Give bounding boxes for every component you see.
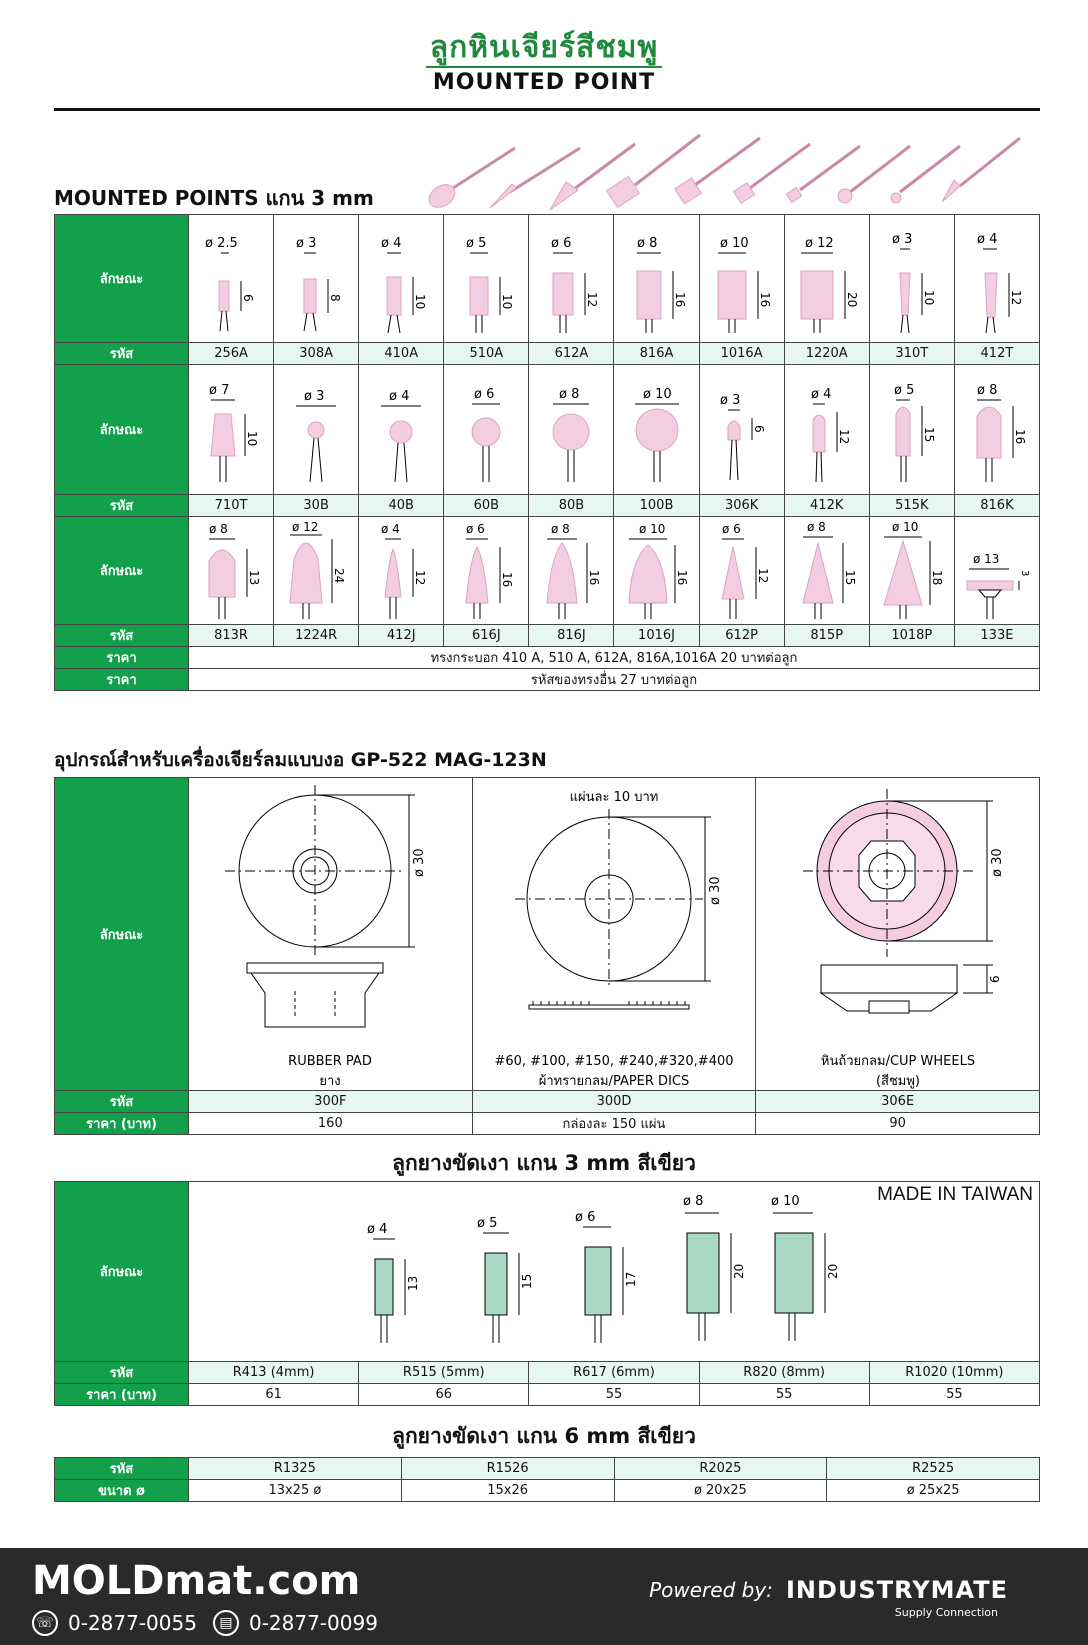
shape-cylinder-drawing	[787, 219, 867, 339]
row-label-shape: ลักษณะ	[55, 215, 189, 343]
shape-cell	[444, 215, 529, 343]
rubber-6mm-table	[54, 1457, 1040, 1502]
price-cell: 66	[359, 1384, 529, 1406]
dim-label: ø 30	[707, 876, 723, 905]
partner-logo-text[interactable]: INDUSTRYMATE	[786, 1576, 1008, 1604]
dim-label: ø 4	[381, 235, 402, 251]
code-cell: R2525	[827, 1458, 1040, 1480]
fax-icon: ▤	[213, 1610, 239, 1636]
row-label-price: ราคา (บาท)	[55, 1384, 189, 1406]
shape-tapered-drawing	[872, 219, 952, 339]
dim-label: ø 3	[719, 392, 740, 408]
dim-label: ø 8	[636, 235, 657, 251]
shape-cell	[359, 517, 444, 625]
row-label-code: รหัส	[55, 625, 189, 647]
shape-cell	[189, 517, 274, 625]
shape-cell	[699, 517, 784, 625]
shape-ball-drawing	[446, 370, 526, 490]
shape-cone-drawing	[446, 519, 526, 623]
row-label-size: ขนาด ø	[55, 1480, 189, 1502]
shape-cell	[954, 365, 1039, 495]
code-cell: 815P	[784, 625, 869, 647]
height-label: 13	[406, 1275, 420, 1291]
row-label-code: รหัส	[55, 1091, 189, 1113]
rubber-point-8mm	[683, 1194, 746, 1341]
mounted-points-photo	[420, 130, 1040, 220]
shape-pointed-cone-drawing	[872, 519, 952, 623]
shape-cell	[699, 365, 784, 495]
shape-cell	[699, 215, 784, 343]
rubber-point-4mm	[367, 1222, 420, 1343]
shape-cell	[444, 517, 529, 625]
dim-label: ø 8	[806, 519, 826, 534]
row-label-shape: ลักษณะ	[55, 517, 189, 625]
shape-cell	[954, 517, 1039, 625]
fax-number[interactable]: 0-2877-0099	[248, 1611, 378, 1635]
footer-bar	[0, 1548, 1088, 1645]
height-label: 10	[500, 293, 515, 309]
caption-label: หินถ้วยกลม/CUP WHEELS	[820, 1054, 975, 1069]
height-label: 6	[751, 424, 766, 433]
shape-cylinder-drawing	[276, 219, 356, 339]
dim-label: ø 13	[972, 551, 1000, 566]
shape-disc-drawing	[957, 519, 1037, 623]
code-cell: 515K	[869, 495, 954, 517]
code-cell: 1224R	[274, 625, 359, 647]
shape-cone-drawing	[531, 519, 611, 623]
code-cell: 813R	[189, 625, 274, 647]
shape-cell	[784, 215, 869, 343]
shape-cylinder-drawing	[191, 219, 271, 339]
height-label: 8	[328, 293, 343, 302]
code-cell: R617 (6mm)	[529, 1362, 699, 1384]
shape-cell	[869, 517, 954, 625]
code-cell: 816K	[954, 495, 1039, 517]
paper-disc-cell	[472, 778, 756, 1091]
code-cell: 256A	[189, 343, 274, 365]
rubber-3mm-table	[54, 1181, 1040, 1406]
caption-label: #60, #100, #150, #240,#320,#400	[494, 1054, 734, 1069]
dim-label: ø 3	[304, 388, 325, 404]
price-cell: 55	[529, 1384, 699, 1406]
page-title-english: MOUNTED POINT	[432, 70, 656, 95]
dim-label: ø 8	[209, 521, 228, 536]
height-label: 16	[1012, 428, 1027, 444]
rubber-3mm-title: ลูกยางขัดเงา แกน 3 mm สีเขียว	[392, 1151, 696, 1175]
code-cell: 60B	[444, 495, 529, 517]
shape-cell	[529, 517, 614, 625]
code-cell: 816A	[614, 343, 699, 365]
cup-wheel-drawing	[763, 779, 1033, 1089]
row-label-code: รหัส	[55, 1458, 189, 1480]
accessories-title: อุปกรณ์สำหรับเครื่องเจียร์ลมแบบงอ GP-522 MAG-123N	[54, 749, 547, 771]
shape-cell	[359, 365, 444, 495]
phone-icon: ☏	[32, 1610, 58, 1636]
dim-label: ø 10	[642, 386, 672, 402]
caption-label: (สีชมพู)	[875, 1074, 920, 1089]
height-label: 16	[757, 291, 772, 307]
dim-label: ø 12	[804, 235, 834, 251]
partner-tagline: Supply Connection	[894, 1606, 998, 1619]
shape-cone-drawing	[361, 519, 441, 623]
shape-round-tip-drawing	[276, 519, 356, 623]
shape-cone-drawing	[617, 519, 697, 623]
shape-tapered-drawing	[191, 370, 271, 490]
code-cell: 300D	[472, 1091, 756, 1113]
shape-cell	[359, 215, 444, 343]
row-label-shape: ลักษณะ	[55, 1182, 189, 1362]
phone-number[interactable]: 0-2877-0055	[68, 1611, 197, 1635]
code-cell: R1526	[401, 1458, 614, 1480]
shape-cell	[869, 215, 954, 343]
shape-ball-drawing	[531, 370, 611, 490]
dim-label: ø 6	[551, 235, 572, 251]
height-label: 15	[842, 569, 857, 585]
height-label: 12	[836, 428, 851, 444]
height-label: 10	[921, 289, 936, 305]
shape-round-tip-drawing	[191, 519, 271, 623]
height-label: 15	[520, 1273, 534, 1289]
height-label: 18	[929, 569, 944, 585]
dim-label: ø 4	[976, 231, 998, 247]
dim-label: ø 7	[209, 382, 230, 398]
shape-cell	[784, 365, 869, 495]
dim-label: ø 30	[989, 848, 1005, 877]
caption-label: ผ้าทรายกลม/PAPER DICS	[538, 1074, 690, 1089]
dim-label: ø 4	[389, 388, 410, 404]
powered-by-block	[649, 1576, 1008, 1604]
price-cell: 90	[756, 1113, 1040, 1135]
shape-ball-drawing	[617, 370, 697, 490]
price-cell: กล่องละ 150 แผ่น	[472, 1113, 756, 1135]
code-cell: 40B	[359, 495, 444, 517]
shape-cell	[869, 365, 954, 495]
code-cell: R820 (8mm)	[699, 1362, 869, 1384]
contact-row	[32, 1610, 378, 1636]
rubber-point-5mm	[477, 1216, 534, 1343]
photo-points-group	[425, 135, 1020, 212]
code-cell: 616J	[444, 625, 529, 647]
height-label: 17	[624, 1271, 638, 1287]
dim-label: ø 3	[891, 231, 913, 247]
height-label: 10	[413, 293, 428, 309]
caption-label: ยาง	[319, 1074, 341, 1089]
page-title-thai: ลูกหินเจียร์สีชมพู	[426, 30, 663, 68]
shape-cylinder-drawing	[361, 219, 441, 339]
price-note-other: รหัสของทรงอื่น 27 บาทต่อลูก	[189, 669, 1040, 691]
dim-label: ø 4	[381, 521, 401, 536]
shape-ball-drawing	[276, 370, 356, 490]
rubber-point-6mm	[575, 1210, 638, 1343]
code-cell: R413 (4mm)	[189, 1362, 359, 1384]
shape-cylinder-drawing	[446, 219, 526, 339]
shape-pointed-cone-drawing	[787, 519, 867, 623]
dim-label: ø 4	[367, 1221, 388, 1237]
shape-bullet-drawing	[702, 370, 782, 490]
row-label-price: ราคา	[55, 669, 189, 691]
price-note-cylinder: ทรงกระบอก 410 A, 510 A, 612A, 816A,1016A 20 บาทต่อลูก	[189, 647, 1040, 669]
dim-label: ø 4	[810, 386, 832, 402]
code-cell: 30B	[274, 495, 359, 517]
shape-cell	[444, 365, 529, 495]
row-label-price: ราคา	[55, 647, 189, 669]
height-label: 13	[247, 569, 262, 585]
page-header	[0, 30, 1088, 95]
code-cell: 816J	[529, 625, 614, 647]
dim-label: ø 10	[891, 519, 919, 534]
dim-label: ø 3	[296, 235, 317, 251]
code-cell: 308A	[274, 343, 359, 365]
shape-cylinder-drawing	[531, 219, 611, 339]
shape-cell	[614, 365, 699, 495]
code-cell: 1220A	[784, 343, 869, 365]
row-label-code: รหัส	[55, 495, 189, 517]
height-label: 20	[732, 1263, 746, 1279]
shape-cell	[274, 365, 359, 495]
paper-disc-drawing	[479, 779, 749, 1089]
shape-cell	[614, 215, 699, 343]
height-label: 12	[413, 569, 428, 585]
shape-cell	[274, 215, 359, 343]
row-label-shape: ลักษณะ	[55, 778, 189, 1091]
size-cell: 13x25 ø	[189, 1480, 402, 1502]
rubber-point-10mm	[771, 1194, 840, 1341]
dim-label: ø 10	[771, 1193, 800, 1209]
code-cell: R1020 (10mm)	[869, 1362, 1039, 1384]
shape-cell	[189, 215, 274, 343]
code-cell: 306K	[699, 495, 784, 517]
height-label: 6	[241, 293, 256, 302]
rubber-3mm-drawing	[189, 1183, 1039, 1361]
dim-label: ø 8	[559, 386, 580, 402]
price-cell: 160	[189, 1113, 473, 1135]
height-label: 12	[585, 291, 600, 307]
height-label: 10	[245, 430, 260, 446]
height-label: 16	[500, 571, 515, 587]
dim-label: ø 10	[719, 235, 749, 251]
size-cell: ø 25x25	[827, 1480, 1040, 1502]
shape-cylinder-drawing	[617, 219, 697, 339]
shape-cylinder-drawing	[702, 219, 782, 339]
rubber-pad-drawing	[195, 779, 465, 1089]
size-cell: ø 20x25	[614, 1480, 827, 1502]
height-label: 20	[826, 1263, 840, 1279]
shape-cell	[954, 215, 1039, 343]
size-cell: 15x26	[401, 1480, 614, 1502]
height-label: 20	[844, 291, 859, 307]
code-cell: 80B	[529, 495, 614, 517]
code-cell: 1018P	[869, 625, 954, 647]
height-label: 12	[755, 567, 770, 583]
shape-cell	[614, 517, 699, 625]
code-cell: R2025	[614, 1458, 827, 1480]
made-in-label: MADE IN TAIWAN	[877, 1184, 1033, 1205]
shape-bullet-drawing	[957, 370, 1037, 490]
code-cell: 612P	[699, 625, 784, 647]
dim-label: ø 6	[466, 521, 486, 536]
code-cell: 710T	[189, 495, 274, 517]
code-cell: 100B	[614, 495, 699, 517]
dim-label: ø 5	[466, 235, 487, 251]
mounted-points-title: MOUNTED POINTS แกน 3 mm	[54, 186, 374, 210]
dim-label: ø 30	[412, 848, 428, 877]
height-label: 15	[921, 426, 936, 442]
code-cell: 300F	[189, 1091, 473, 1113]
brand-logo-text[interactable]: MOLDmat.com	[32, 1558, 361, 1604]
code-cell: 310T	[869, 343, 954, 365]
powered-by-label: Powered by:	[649, 1578, 773, 1602]
dim-label: ø 6	[721, 521, 741, 536]
dim-label: ø 2.5	[205, 235, 238, 251]
row-label-price: ราคา (บาท)	[55, 1113, 189, 1135]
shape-cell	[274, 517, 359, 625]
shape-cell	[529, 365, 614, 495]
cup-wheel-cell	[756, 778, 1040, 1091]
code-cell: 410A	[359, 343, 444, 365]
shape-bullet-drawing	[872, 370, 952, 490]
code-cell: 510A	[444, 343, 529, 365]
row-label-code: รหัส	[55, 1362, 189, 1384]
price-cell: 61	[189, 1384, 359, 1406]
rubber-6mm-title: ลูกยางขัดเงา แกน 6 mm สีเขียว	[392, 1424, 696, 1448]
dim-label: ø 10	[638, 521, 665, 536]
shape-bullet-drawing	[787, 370, 867, 490]
height-label: 16	[587, 569, 602, 585]
dim-label: ø 8	[683, 1193, 704, 1209]
rubber-pad-cell	[189, 778, 473, 1091]
code-cell: 412T	[954, 343, 1039, 365]
caption-label: RUBBER PAD	[288, 1054, 373, 1069]
dim-label: ø 12	[292, 519, 319, 534]
height-label: 6	[987, 975, 1002, 983]
shape-cell	[784, 517, 869, 625]
header-divider	[54, 108, 1040, 111]
height-label: 12	[1008, 289, 1023, 305]
dim-label: ø 8	[976, 382, 998, 398]
price-cell: 55	[699, 1384, 869, 1406]
price-cell: 55	[869, 1384, 1039, 1406]
height-label: 16	[672, 291, 687, 307]
shape-ball-drawing	[361, 370, 441, 490]
code-cell: R515 (5mm)	[359, 1362, 529, 1384]
row-label-code: รหัส	[55, 343, 189, 365]
code-cell: 412J	[359, 625, 444, 647]
accessories-table	[54, 777, 1040, 1135]
shape-cell	[189, 365, 274, 495]
code-cell: 133E	[954, 625, 1039, 647]
note-label: แผ่นละ 10 บาท	[569, 790, 659, 805]
mounted-points-table	[54, 214, 1040, 691]
height-label: 24	[332, 567, 347, 583]
dim-label: ø 6	[575, 1209, 596, 1225]
code-cell: 1016A	[699, 343, 784, 365]
height-label: 16	[674, 569, 689, 585]
shape-cell	[529, 215, 614, 343]
row-label-shape: ลักษณะ	[55, 365, 189, 495]
rubber-3mm-shapes-cell	[189, 1182, 1040, 1362]
height-label: 3	[1018, 569, 1030, 576]
code-cell: 1016J	[614, 625, 699, 647]
code-cell: 412K	[784, 495, 869, 517]
shape-pointed-cone-drawing	[702, 519, 782, 623]
code-cell: R1325	[189, 1458, 402, 1480]
shape-tapered-drawing	[957, 219, 1037, 339]
dim-label: ø 5	[893, 382, 915, 398]
dim-label: ø 8	[551, 521, 571, 536]
dim-label: ø 5	[477, 1215, 498, 1231]
code-cell: 306E	[756, 1091, 1040, 1113]
dim-label: ø 6	[474, 386, 495, 402]
code-cell: 612A	[529, 343, 614, 365]
